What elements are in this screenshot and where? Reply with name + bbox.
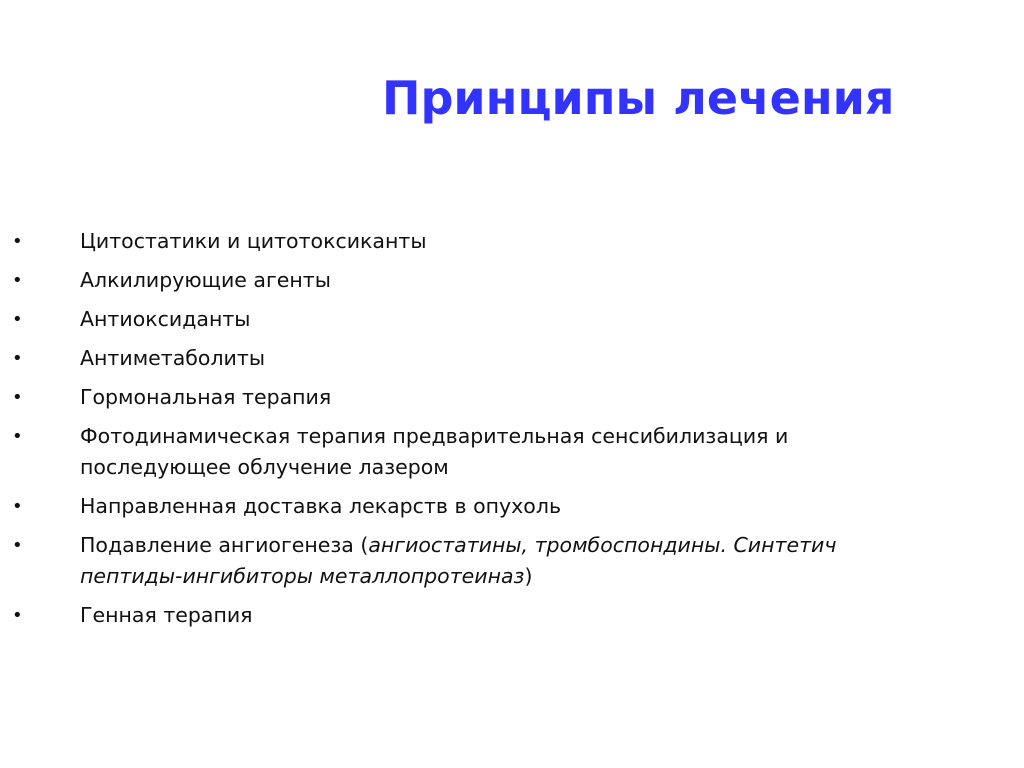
list-item-text-italic: пептиды-ингибиторы металлопротеиназ <box>80 564 525 588</box>
list-item <box>0 226 1024 257</box>
bullet-icon: • <box>12 426 23 447</box>
bullet-icon: • <box>12 270 23 291</box>
list-item <box>0 491 1024 522</box>
list-item-text: Фотодинамическая терапия предварительная сенсибилизация и <box>80 424 789 448</box>
bullet-icon: • <box>12 605 23 626</box>
list-item <box>0 530 1024 592</box>
bullet-icon: • <box>12 496 23 517</box>
bullet-icon: • <box>12 309 23 330</box>
list-item <box>0 343 1024 374</box>
list-item-text: Антиметаболиты <box>80 346 266 370</box>
list-item <box>0 382 1024 413</box>
list-item-text: Гормональная терапия <box>80 385 332 409</box>
list-item-text-continued: последующее облучение лазером <box>80 455 449 479</box>
bullet-list <box>0 226 1024 639</box>
slide-title: Принципы лечения <box>382 71 895 125</box>
bullet-icon: • <box>12 535 23 556</box>
list-item-text: Направленная доставка лекарств в опухоль <box>80 494 562 518</box>
list-item-text <box>80 530 1024 561</box>
bullet-icon: • <box>12 387 23 408</box>
list-item-text-suffix: ) <box>524 564 533 588</box>
list-item-text: Алкилирующие агенты <box>80 268 331 292</box>
list-item <box>0 304 1024 335</box>
list-item-text: Цитостатики и цитотоксиканты <box>80 229 427 253</box>
list-item <box>0 421 1024 483</box>
bullet-icon: • <box>12 348 23 369</box>
list-item <box>0 600 1024 631</box>
list-item-text-italic: ангиостатины, тромбоспондины. Синтетич <box>368 533 837 557</box>
list-item-text-prefix: Подавление ангиогенеза ( <box>80 533 369 557</box>
bullet-icon: • <box>12 231 23 252</box>
list-item <box>0 265 1024 296</box>
list-item-text: Антиоксиданты <box>80 307 251 331</box>
list-item-text-continued <box>80 561 1024 592</box>
list-item-text: Генная терапия <box>80 603 253 627</box>
